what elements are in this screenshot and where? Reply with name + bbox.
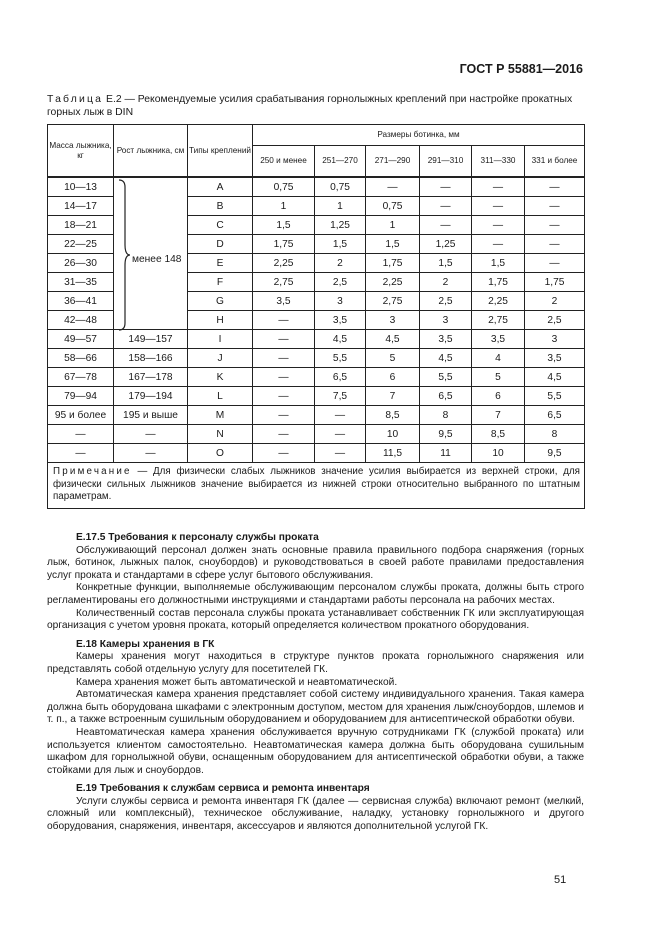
- cell-value: —: [472, 235, 525, 254]
- section-heading: Е.18 Камеры хранения в ГК: [76, 638, 215, 650]
- cell-value: 5: [472, 368, 525, 387]
- cell-value: 6: [472, 387, 525, 406]
- cell-value: 3: [315, 292, 366, 311]
- cell-value: 1: [253, 197, 315, 216]
- cell-value: 9,5: [525, 444, 585, 463]
- table-caption: [47, 93, 587, 119]
- cell-binding-type: N: [188, 425, 253, 444]
- cell-mass: —: [48, 444, 114, 463]
- cell-value: —: [420, 197, 472, 216]
- cell-binding-type: K: [188, 368, 253, 387]
- cell-value: 2,25: [472, 292, 525, 311]
- table-row: [48, 330, 585, 349]
- section-heading: Е.17.5 Требования к персоналу службы проката: [76, 532, 319, 543]
- cell-value: 2: [420, 273, 472, 292]
- cell-value: 7: [472, 406, 525, 425]
- cell-value: —: [253, 406, 315, 425]
- cell-value: —: [315, 444, 366, 463]
- cell-mass: 26—30: [48, 254, 114, 273]
- cell-value: 1,75: [472, 273, 525, 292]
- cell-mass: 14—17: [48, 197, 114, 216]
- cell-value: 1: [315, 197, 366, 216]
- cell-binding-type: L: [188, 387, 253, 406]
- cell-value: 1,5: [253, 216, 315, 235]
- cell-binding-type: F: [188, 273, 253, 292]
- cell-value: 6: [366, 368, 420, 387]
- cell-binding-type: D: [188, 235, 253, 254]
- cell-height: 158—166: [114, 349, 188, 368]
- cell-value: 0,75: [253, 177, 315, 197]
- cell-value: 2,5: [420, 292, 472, 311]
- table-row: [48, 425, 585, 444]
- caption-text: Е.2 — Рекомендуемые усилия срабатывания горнолыжных креплений при настройке прокатных горных лыж в DIN: [47, 94, 573, 118]
- cell-value: 4,5: [420, 349, 472, 368]
- cell-mass: 67—78: [48, 368, 114, 387]
- cell-mass: 36—41: [48, 292, 114, 311]
- cell-value: 2,75: [253, 273, 315, 292]
- note-label: Примечание: [53, 466, 132, 477]
- cell-value: 3: [366, 311, 420, 330]
- cell-value: 0,75: [315, 177, 366, 197]
- cell-value: 2: [315, 254, 366, 273]
- cell-value: 3,5: [525, 349, 585, 368]
- table-note-row: [48, 463, 585, 509]
- brace-icon: [118, 179, 132, 331]
- cell-height: 195 и выше: [114, 406, 188, 425]
- cell-value: 1,25: [420, 235, 472, 254]
- header-types: Типы креплений: [188, 125, 253, 178]
- cell-value: —: [253, 349, 315, 368]
- cell-height: 149—157: [114, 330, 188, 349]
- cell-value: —: [525, 235, 585, 254]
- cell-value: 2,5: [315, 273, 366, 292]
- paragraph: Количественный состав персонала службы проката устанавливает собственник ГК или эксплуатирующая организация с учетом уровня проката, который определяется количеством прокатного оборудования.: [47, 607, 584, 632]
- cell-mass: 22—25: [48, 235, 114, 254]
- cell-height: 167—178: [114, 368, 188, 387]
- cell-value: —: [366, 177, 420, 197]
- cell-value: —: [420, 216, 472, 235]
- cell-binding-type: M: [188, 406, 253, 425]
- cell-binding-type: E: [188, 254, 253, 273]
- table-row: [48, 406, 585, 425]
- cell-value: —: [525, 177, 585, 197]
- cell-value: 1,5: [366, 235, 420, 254]
- cell-value: 1,5: [420, 254, 472, 273]
- cell-value: 1,25: [315, 216, 366, 235]
- cell-value: 2,75: [366, 292, 420, 311]
- cell-mass: 42—48: [48, 311, 114, 330]
- cell-binding-type: C: [188, 216, 253, 235]
- cell-value: —: [525, 216, 585, 235]
- cell-mass: 49—57: [48, 330, 114, 349]
- table-row: [48, 177, 585, 197]
- section-heading: Е.19 Требования к службам сервиса и ремонта инвентаря: [76, 783, 370, 795]
- cell-binding-type: H: [188, 311, 253, 330]
- cell-value: 8: [525, 425, 585, 444]
- cell-mass: 79—94: [48, 387, 114, 406]
- cell-value: —: [253, 425, 315, 444]
- cell-value: 4,5: [366, 330, 420, 349]
- cell-mass: 58—66: [48, 349, 114, 368]
- body-text: [47, 532, 584, 834]
- header-mass: Масса лыжника, кг: [48, 125, 114, 178]
- cell-value: 8,5: [366, 406, 420, 425]
- cell-value: 5: [366, 349, 420, 368]
- cell-binding-type: J: [188, 349, 253, 368]
- cell-value: 3: [525, 330, 585, 349]
- cell-value: —: [472, 216, 525, 235]
- cell-value: —: [253, 330, 315, 349]
- paragraph: Неавтоматическая камера хранения обслуживается вручную сотрудниками ГК (службой проката) или используется клиентом самостоятельно. Неавтоматическая камера должна быть оборудована сушильным шкафом для горнолыжной обуви, оснащенным оборудованием для антисептической обработки обуви, а также стойками для лыж и сноубордов.: [47, 726, 584, 776]
- document-id: ГОСТ Р 55881—2016: [459, 62, 583, 76]
- cell-value: 4: [472, 349, 525, 368]
- cell-height: 179—194: [114, 387, 188, 406]
- cell-value: 11: [420, 444, 472, 463]
- cell-value: —: [525, 254, 585, 273]
- cell-value: 3,5: [253, 292, 315, 311]
- binding-force-table: [47, 124, 585, 509]
- cell-value: —: [472, 177, 525, 197]
- cell-value: 7: [366, 387, 420, 406]
- cell-mass: 18—21: [48, 216, 114, 235]
- paragraph: Обслуживающий персонал должен знать основные правила правильного подбора снаряжения (горных лыж, ботинок, лыжных палок, сноубордов) и руководствоваться в своей работе правилами предоставления услуг проката и стандартами в сфере услуг бытового обслуживания.: [47, 544, 584, 581]
- cell-value: 0,75: [366, 197, 420, 216]
- cell-value: 1,75: [253, 235, 315, 254]
- header-boot-col: 311—330: [472, 146, 525, 178]
- header-boot-sizes: Размеры ботинка, мм: [253, 125, 585, 146]
- cell-value: 10: [366, 425, 420, 444]
- cell-value: —: [253, 311, 315, 330]
- cell-binding-type: G: [188, 292, 253, 311]
- cell-value: 2,75: [472, 311, 525, 330]
- cell-value: 5,5: [420, 368, 472, 387]
- table-row: [48, 349, 585, 368]
- cell-value: —: [472, 197, 525, 216]
- paragraph: Камера хранения может быть автоматической и неавтоматической.: [76, 676, 398, 688]
- header-boot-col: 291—310: [420, 146, 472, 178]
- cell-value: 6,5: [315, 368, 366, 387]
- cell-value: 4,5: [315, 330, 366, 349]
- paragraph: Услуги службы сервиса и ремонта инвентаря ГК (далее — сервисная служба) включают ремонт (мелкий, сложный или комплексный), техническое обслуживание, наладку, установку горнолыжного и другого оборудования, снаряжения, инвентаря, аксессуаров и являются дополнительной услугой ГК.: [47, 795, 584, 833]
- cell-binding-type: I: [188, 330, 253, 349]
- cell-value: 3,5: [420, 330, 472, 349]
- cell-mass: 31—35: [48, 273, 114, 292]
- table-note: [48, 463, 585, 509]
- header-boot-col: 331 и более: [525, 146, 585, 178]
- cell-binding-type: B: [188, 197, 253, 216]
- cell-mass: 95 и более: [48, 406, 114, 425]
- cell-mass: 10—13: [48, 177, 114, 197]
- cell-value: 2,25: [253, 254, 315, 273]
- cell-height: —: [114, 444, 188, 463]
- cell-value: 1,5: [315, 235, 366, 254]
- header-boot-col: 251—270: [315, 146, 366, 178]
- cell-value: 3: [420, 311, 472, 330]
- cell-value: 3,5: [472, 330, 525, 349]
- cell-height: —: [114, 425, 188, 444]
- header-height: Рост лыжника, см: [114, 125, 188, 178]
- paragraph: Автоматическая камера хранения представляет собой систему индивидуального хранения. Такая камера должна быть оборудована шкафами с электронным доступом, местом для хранения лыж/сноубордов, шлемов и т. п., а также встроенным сушильным оборудованием и оборудованием для антисептической обработки обуви.: [47, 689, 584, 726]
- cell-value: —: [253, 387, 315, 406]
- cell-value: 3,5: [315, 311, 366, 330]
- cell-value: 1,75: [366, 254, 420, 273]
- cell-value: 8: [420, 406, 472, 425]
- cell-value: —: [420, 177, 472, 197]
- table-row: [48, 387, 585, 406]
- table-row: [48, 368, 585, 387]
- cell-value: 8,5: [472, 425, 525, 444]
- cell-value: —: [253, 368, 315, 387]
- paragraph: Камеры хранения могут находиться в структуре пунктов проката горнолыжного снаряжения или представлять собой отдельную услугу для посетителей ГК.: [47, 651, 584, 675]
- cell-value: 6,5: [420, 387, 472, 406]
- cell-height-group: [114, 177, 188, 330]
- cell-value: 1,75: [525, 273, 585, 292]
- cell-value: 2,25: [366, 273, 420, 292]
- cell-value: 6,5: [525, 406, 585, 425]
- cell-value: 9,5: [420, 425, 472, 444]
- brace-label: менее 148: [132, 254, 182, 265]
- cell-binding-type: O: [188, 444, 253, 463]
- cell-value: 1,5: [472, 254, 525, 273]
- cell-value: 5,5: [525, 387, 585, 406]
- cell-value: 5,5: [315, 349, 366, 368]
- cell-value: —: [253, 444, 315, 463]
- header-boot-col: 271—290: [366, 146, 420, 178]
- caption-label: Таблица: [47, 94, 104, 105]
- cell-value: 2,5: [525, 311, 585, 330]
- cell-binding-type: A: [188, 177, 253, 197]
- header-boot-col: 250 и менее: [253, 146, 315, 178]
- cell-value: 10: [472, 444, 525, 463]
- cell-value: —: [525, 197, 585, 216]
- cell-value: 4,5: [525, 368, 585, 387]
- cell-value: —: [315, 425, 366, 444]
- note-text: — Для физически слабых лыжников значение усилия выбирается из верхней строки, для физически сильных лыжников значение выбирается из нижней строки относительно выбранного по штатным параметрам.: [53, 466, 580, 502]
- cell-value: 2: [525, 292, 585, 311]
- cell-mass: —: [48, 425, 114, 444]
- page-number: 51: [554, 874, 567, 886]
- cell-value: —: [315, 406, 366, 425]
- cell-value: 7,5: [315, 387, 366, 406]
- table-row: [48, 444, 585, 463]
- paragraph: Конкретные функции, выполняемые обслуживающим персоналом службы проката, должны быть строго регламентированы его должностными инструкциями и стандартами работы персонала на рабочих местах.: [47, 582, 584, 606]
- cell-value: 1: [366, 216, 420, 235]
- cell-value: 11,5: [366, 444, 420, 463]
